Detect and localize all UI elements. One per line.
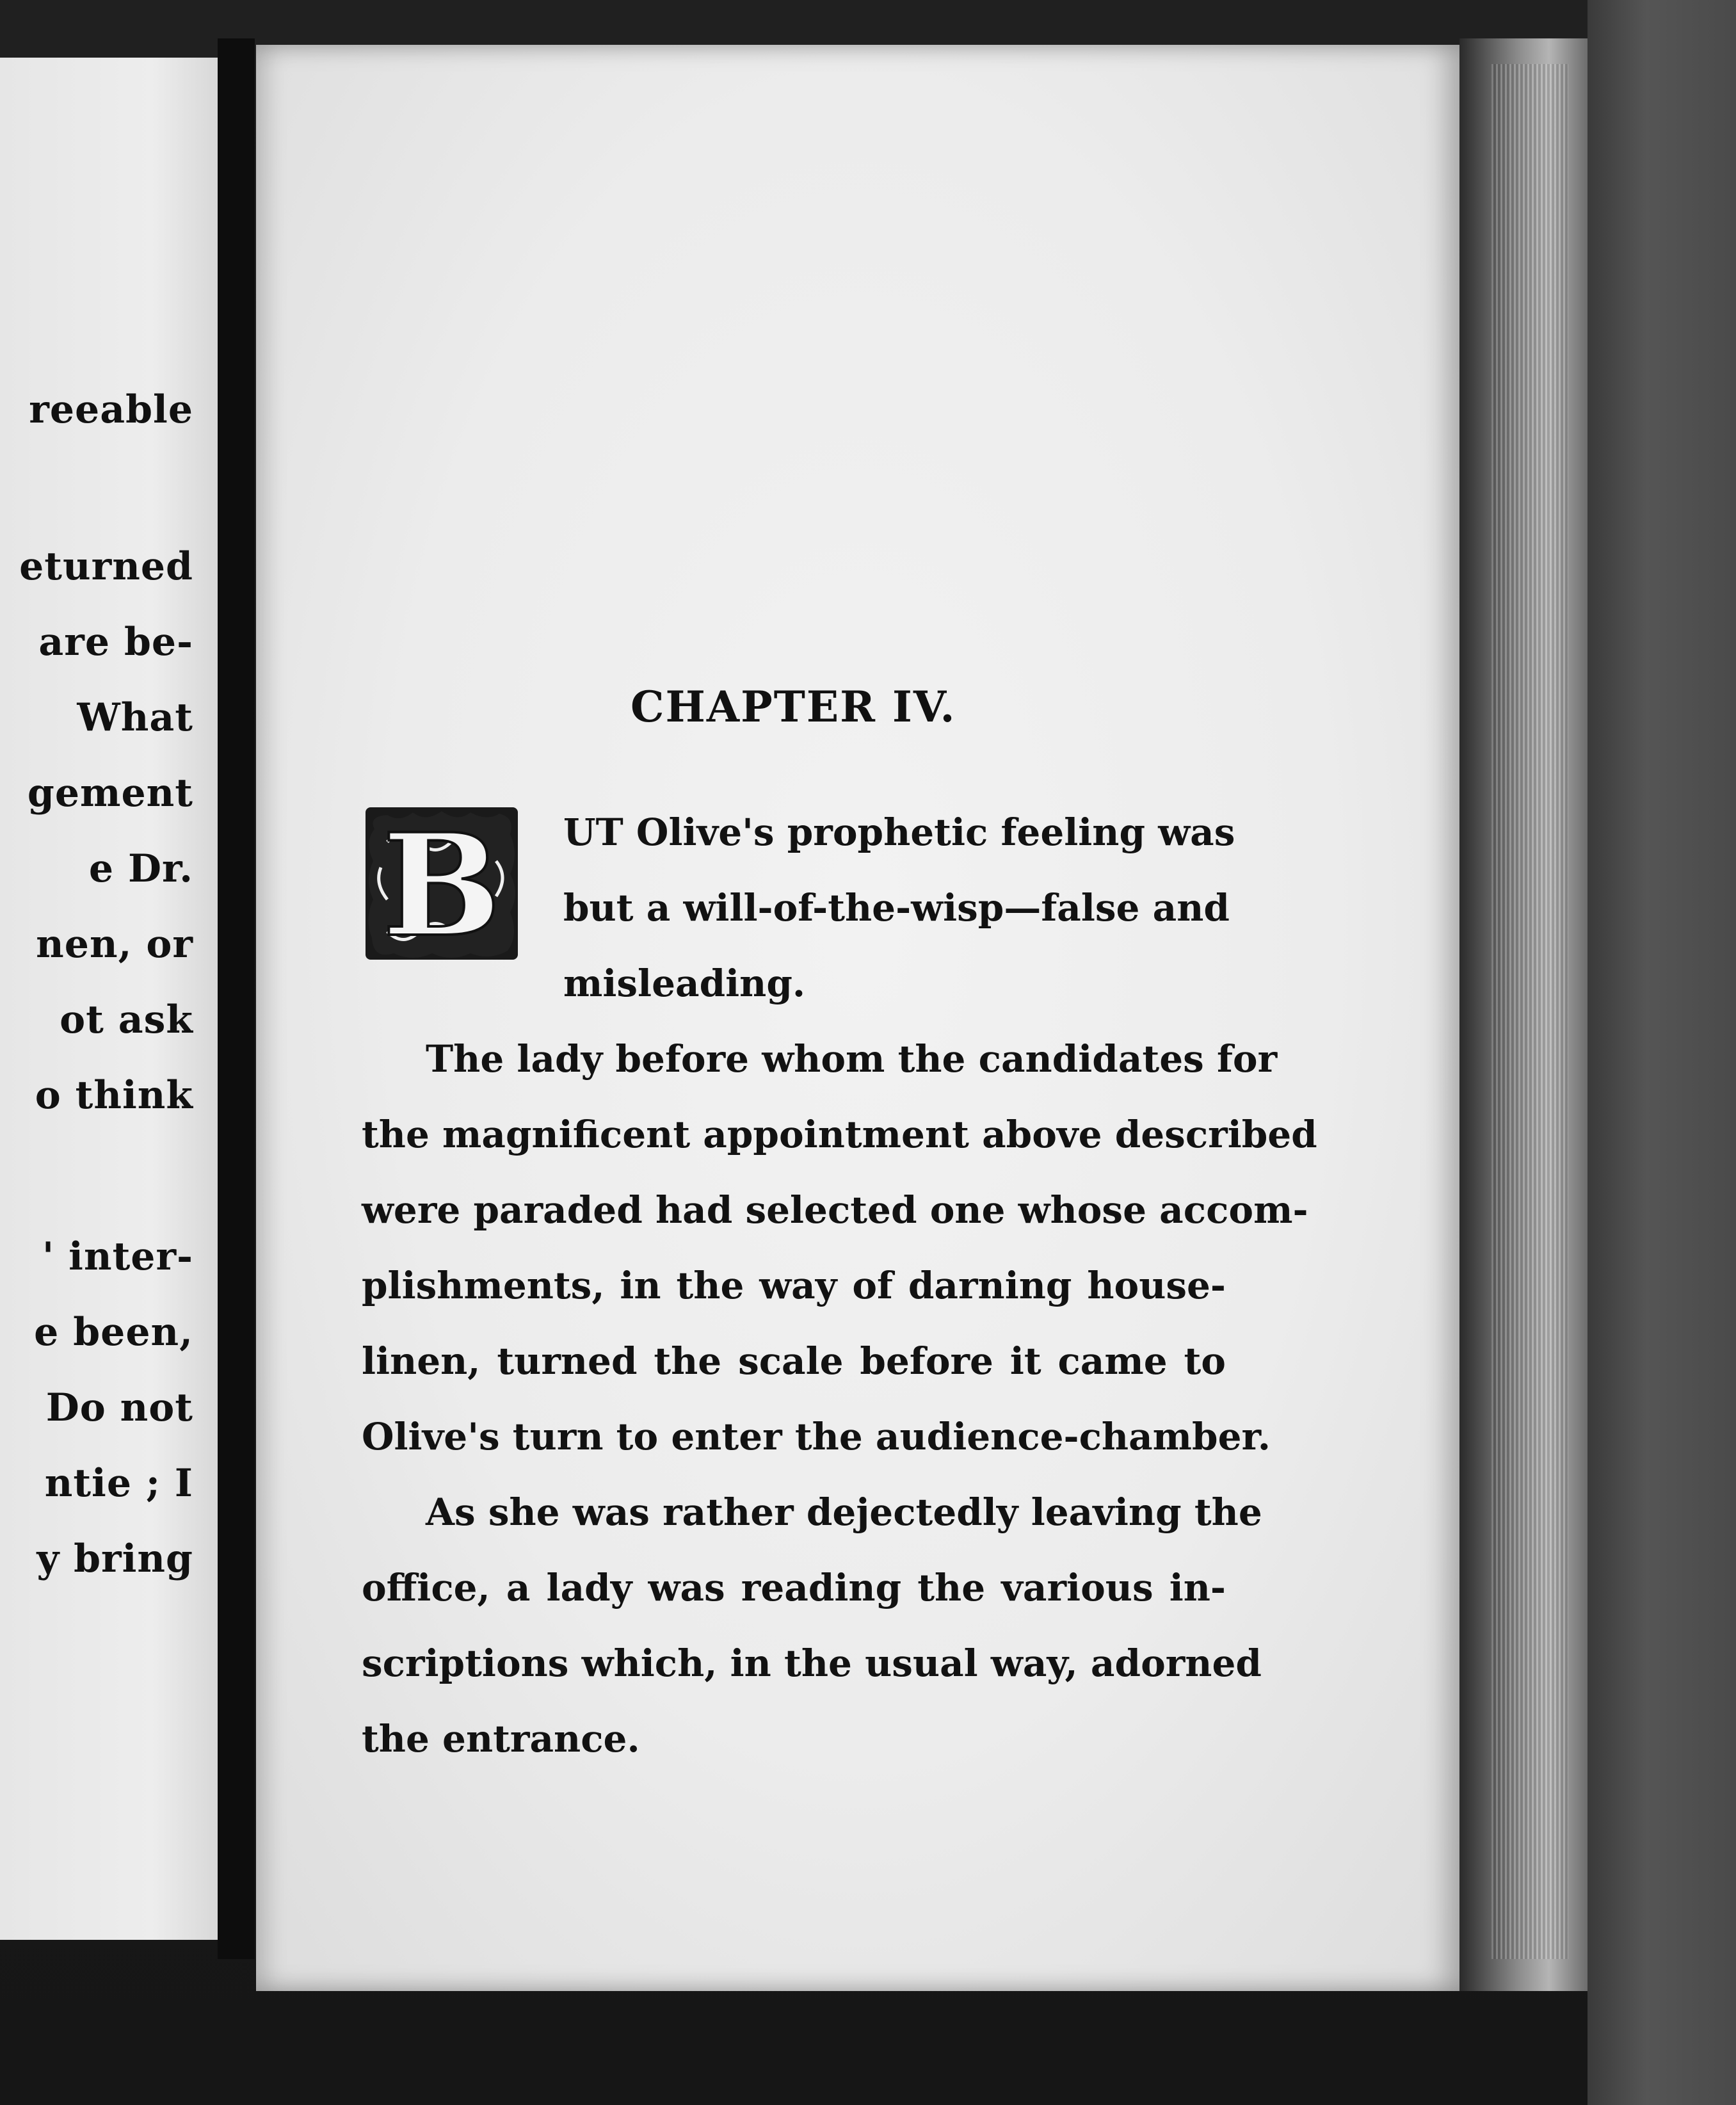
text-line: UT Olive's prophetic feeling was [563, 811, 1235, 854]
text-line: The lady before whom the candidates for [426, 1037, 1278, 1081]
page-edge-texture [1491, 64, 1568, 1959]
text-line: misleading. [563, 962, 806, 1005]
text-line: were paraded had selected one whose accom- [362, 1188, 1308, 1232]
text-line: scriptions which, in the usual way, adorned [362, 1641, 1262, 1685]
left-page-line: ' inter- [42, 1234, 193, 1279]
left-facing-page [0, 58, 218, 1940]
left-page-line: are be- [38, 620, 193, 665]
left-page-line: What [77, 695, 193, 740]
text-line: the entrance. [362, 1717, 640, 1761]
book-gutter [218, 38, 255, 1959]
left-page-line: Do not [45, 1385, 193, 1430]
text-line: As she was rather dejectedly leaving the [426, 1490, 1262, 1534]
left-page-line: eturned [19, 544, 193, 589]
text-line: Olive's turn to enter the audience-chamber. [362, 1415, 1271, 1458]
left-page-line: reeable [29, 387, 193, 432]
left-page-line: nen, or [36, 922, 193, 967]
text-line: the magnificent appointment above described [362, 1113, 1317, 1156]
text-line: but a will-of-the-wisp—false and [563, 886, 1230, 930]
left-page-line: ot ask [60, 997, 193, 1042]
chapter-title: CHAPTER IV. [631, 682, 956, 732]
left-page-line: e been, [34, 1310, 193, 1355]
body-text [362, 807, 1317, 1767]
text-line: office, a lady was reading the various in- [362, 1566, 1226, 1609]
scanner-backdrop [1587, 0, 1736, 2105]
left-page-line: y bring [36, 1536, 193, 1581]
left-page-line: e Dr. [88, 846, 193, 891]
text-line: linen, turned the scale before it came to [362, 1339, 1226, 1383]
left-page-line: gement [27, 771, 193, 816]
left-page-line: ntie ; I [44, 1461, 193, 1506]
dropcap-letter: B [382, 803, 501, 964]
left-page-line: o think [35, 1073, 193, 1118]
text-line: plishments, in the way of darning house- [362, 1264, 1226, 1307]
